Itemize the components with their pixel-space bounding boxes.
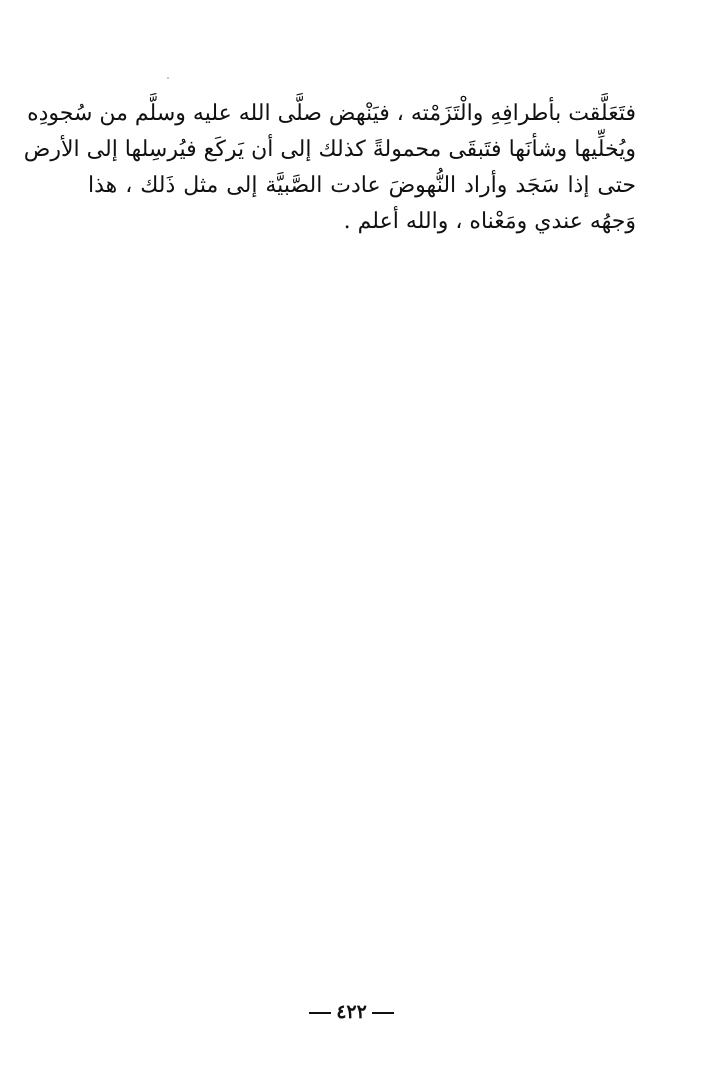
page-number-footer [0, 1000, 703, 1024]
text-line-1: فتَعَلَّقت بأطرافِهِ والْتَزَمْته ، فيَنْهض صلَّى الله عليه وسلَّم من سُجودِه [27, 101, 636, 126]
right-dash [309, 1012, 331, 1014]
left-dash [372, 1012, 394, 1014]
scan-speck [167, 77, 169, 79]
text-line-4: وَجهُه عندي ومَعْناه ، والله أعلم . [343, 209, 636, 234]
page-number: ٤٢٢ [336, 1001, 367, 1023]
body-paragraph [23, 96, 636, 240]
text-line-2: ويُخلِّيها وشأنَها فتَبقَى محمولةً كذلك إلى أن يَركَع فيُرسِلها إلى الأرض [23, 137, 636, 162]
text-line-3: حتى إذا سَجَد وأراد النُّهوضَ عادت الصَّبيَّة إلى مثل ذَلك ، هذا [88, 173, 636, 198]
